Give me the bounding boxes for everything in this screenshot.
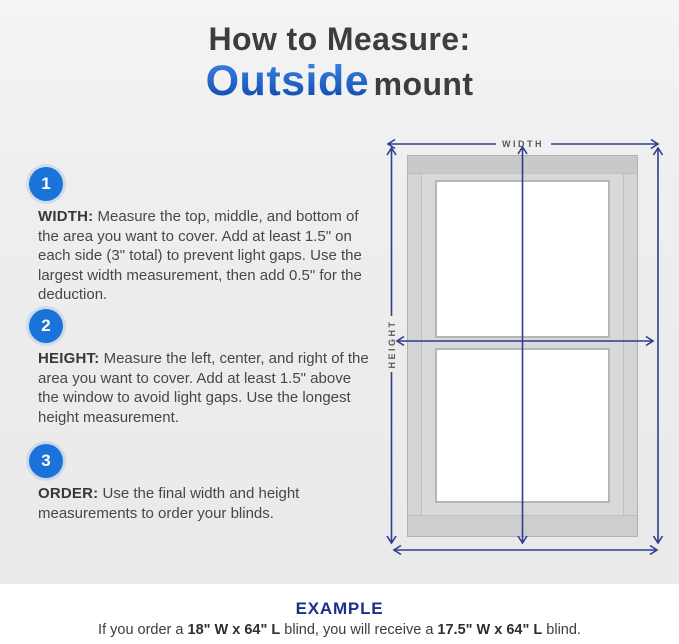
page-title: How to Measure: <box>208 21 471 57</box>
step-1-text: WIDTH: Measure the top, middle, and bottom of the area you want to cover. Add at least 1.5" on each side (3" total) to prevent light gaps. Use the largest width measurement, then add 0.5" for the deduction. <box>38 208 362 303</box>
step-3-text: ORDER: Use the final width and height measurements to order your blinds. <box>38 485 300 522</box>
received-size: 17.5" W x 64" L <box>437 622 543 638</box>
step-width <box>29 167 374 305</box>
window-pane-top <box>435 180 610 338</box>
step-2-text: HEIGHT: Measure the left, center, and right of the area you want to cover. Add at least 1.5" above the window to avoid light gaps. Use the longest height measurement. <box>38 350 369 426</box>
window-sash <box>421 173 624 516</box>
subtitle-suffix: mount <box>373 66 474 103</box>
step-height <box>29 309 374 427</box>
step-2-badge: 2 <box>29 309 63 343</box>
window-head-casing <box>408 156 637 174</box>
height-dimension-label: HEIGHT <box>387 319 397 369</box>
step-3-label: ORDER: <box>38 485 99 502</box>
step-2-label: HEIGHT: <box>38 350 100 367</box>
example-sentence: If you order a 18" W x 64" L blind, you will receive a 17.5" W x 64" L blind. <box>98 622 581 638</box>
title-block <box>0 22 679 105</box>
width-dimension-label: WIDTH <box>502 139 544 149</box>
ordered-size: 18" W x 64" L <box>187 622 281 638</box>
step-3-badge: 3 <box>29 444 63 478</box>
step-1-badge: 1 <box>29 167 63 201</box>
window-frame <box>407 155 638 537</box>
window-sill <box>408 515 637 536</box>
step-1-label: WIDTH: <box>38 208 94 225</box>
window-diagram <box>380 130 672 562</box>
page-subtitle <box>0 58 679 105</box>
step-order <box>29 444 374 523</box>
subtitle-highlight: Outside <box>205 57 370 106</box>
example-heading: EXAMPLE <box>295 599 384 618</box>
window-pane-bottom <box>435 348 610 503</box>
example-footer <box>0 584 679 644</box>
